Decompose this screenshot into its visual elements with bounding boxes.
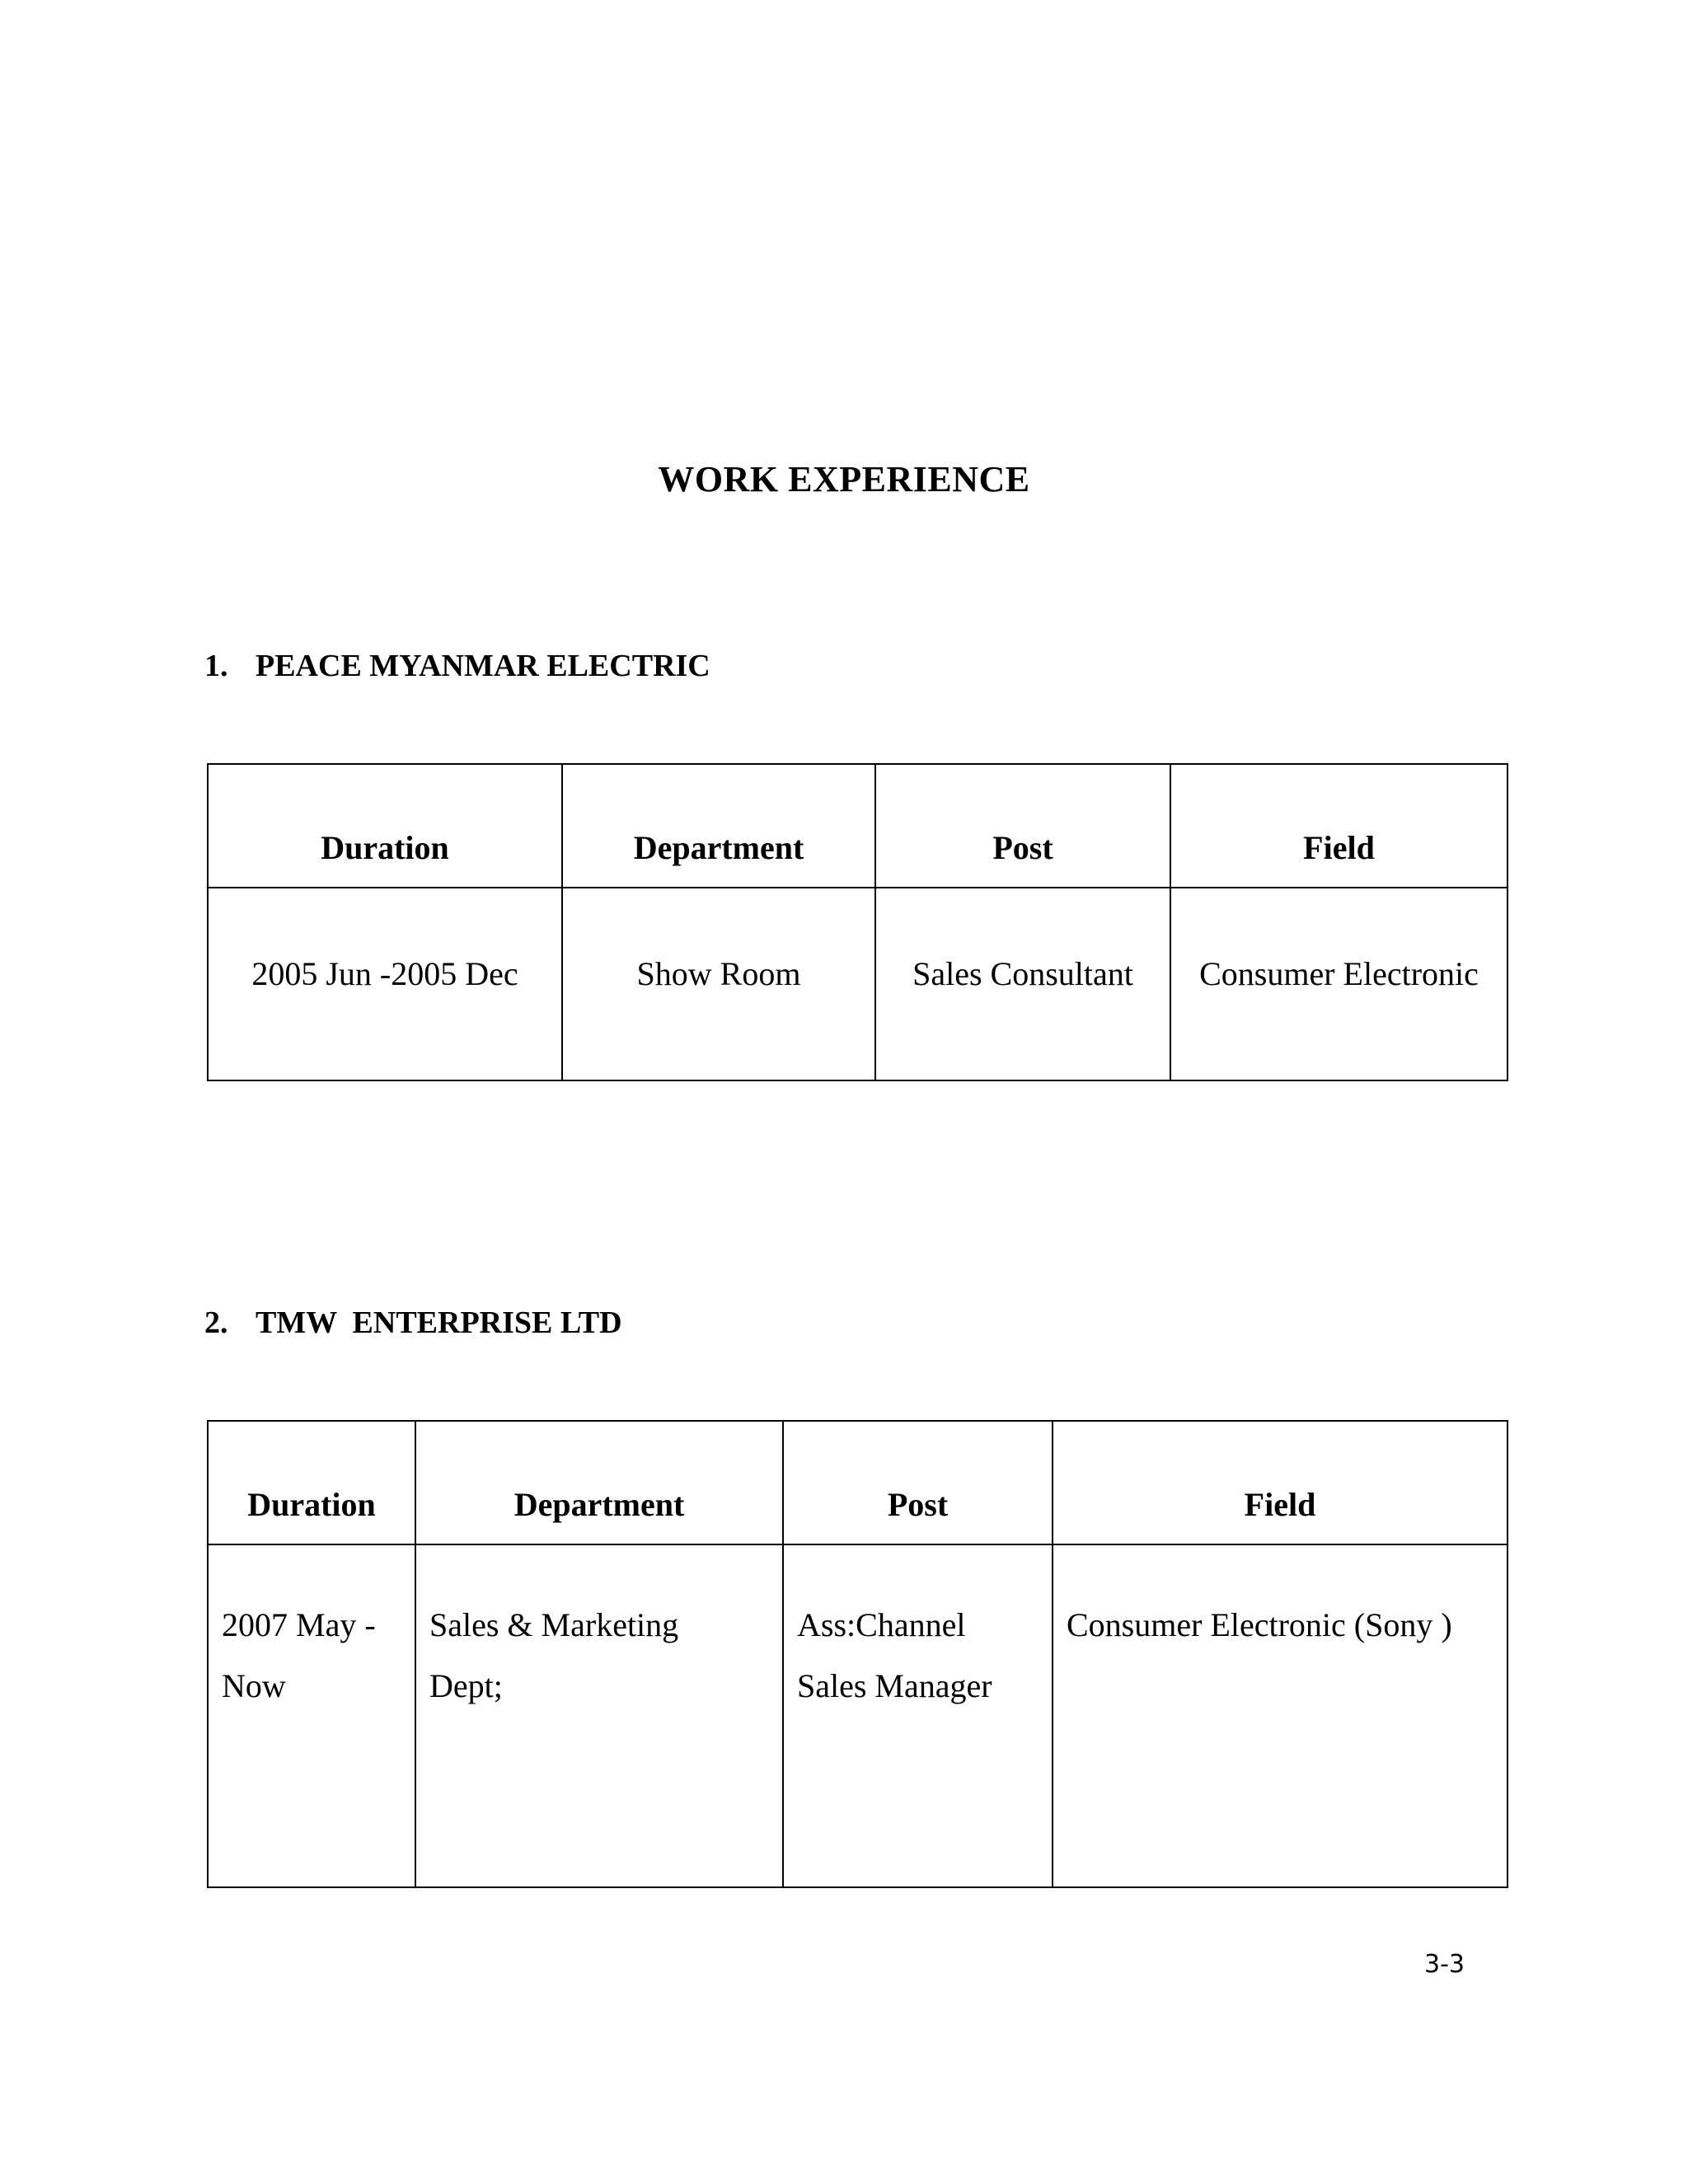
- cell-department: Show Room: [562, 888, 875, 1080]
- section-number: 2.: [204, 1305, 228, 1340]
- cell-line: Sales Manager: [797, 1667, 992, 1704]
- company-name: TMW ENTERPRISE LTD: [256, 1305, 622, 1340]
- column-header-post: Post: [783, 1421, 1053, 1544]
- cell-line: 2007 May -: [222, 1606, 376, 1643]
- cell-line: Ass:Channel: [797, 1606, 966, 1643]
- table-row: [208, 888, 1507, 1080]
- column-header-duration: Duration: [208, 1421, 415, 1544]
- table-header-row: [208, 764, 1507, 888]
- section-heading-2: [204, 1305, 622, 1341]
- column-header-department: Department: [562, 764, 875, 888]
- column-header-field: Field: [1170, 764, 1507, 888]
- cell-post: [783, 1544, 1053, 1887]
- cell-field: [1053, 1544, 1507, 1887]
- cell-post: Sales Consultant: [875, 888, 1170, 1080]
- cell-department: [415, 1544, 783, 1887]
- table-row: [208, 1544, 1507, 1887]
- cell-field: Consumer Electronic: [1170, 888, 1507, 1080]
- cell-line: Dept;: [429, 1667, 503, 1704]
- section-number: 1.: [204, 649, 228, 683]
- column-header-post: Post: [875, 764, 1170, 888]
- column-header-field: Field: [1053, 1421, 1507, 1544]
- column-header-duration: Duration: [208, 764, 562, 888]
- cell-duration: [208, 1544, 415, 1887]
- section-heading-1: [204, 648, 710, 684]
- cell-line: Now: [222, 1667, 286, 1704]
- company-name: PEACE MYANMAR ELECTRIC: [256, 649, 710, 683]
- experience-table-1: [207, 763, 1508, 1081]
- column-header-department: Department: [415, 1421, 783, 1544]
- experience-table-2: [207, 1420, 1508, 1888]
- cell-line: Sales & Marketing: [429, 1606, 679, 1643]
- page-title: WORK EXPERIENCE: [658, 459, 1030, 499]
- cell-duration: 2005 Jun -2005 Dec: [208, 888, 562, 1080]
- page-number: 3-3: [1424, 1950, 1465, 1979]
- cell-line: Consumer Electronic (Sony ): [1067, 1606, 1452, 1643]
- table-header-row: [208, 1421, 1507, 1544]
